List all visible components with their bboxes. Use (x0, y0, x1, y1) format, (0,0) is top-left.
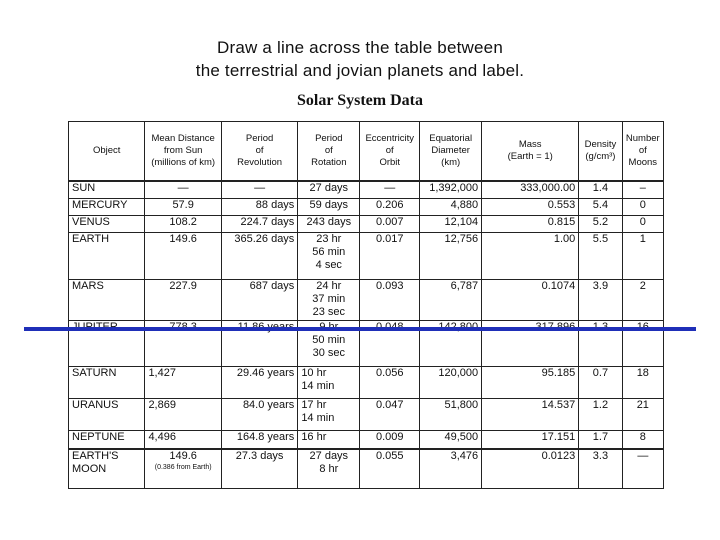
mass-cell: 14.537 (482, 399, 579, 431)
rotation-cell: 10 hr 14 min (298, 367, 360, 399)
table-row (69, 399, 664, 431)
distance-cell: 227.9 (145, 280, 221, 321)
density-cell: 5.4 (579, 199, 622, 216)
eccentricity-cell: 0.047 (360, 399, 420, 431)
table-row (69, 280, 664, 321)
rotation-cell: 24 hr 37 min 23 sec (298, 280, 360, 321)
object-cell: URANUS (69, 399, 145, 431)
object-cell: MERCURY (69, 199, 145, 216)
rotation-cell: 243 days (298, 216, 360, 233)
header-eccentricity: Eccentricity of Orbit (360, 122, 420, 182)
moons-cell: 0 (622, 199, 663, 216)
rotation-cell: 50 min 30 sec (298, 321, 360, 367)
instruction-line-2: the terrestrial and jovian planets and label. (195, 61, 525, 80)
mass-cell: 333,000.00 (482, 181, 579, 199)
density-cell: 0.7 (579, 367, 622, 399)
header-row (69, 122, 664, 182)
diameter-cell: 12,104 (420, 216, 482, 233)
density-cell: 3.9 (579, 280, 622, 321)
diameter-cell: 120,000 (420, 367, 482, 399)
distance-cell: 57.9 (145, 199, 221, 216)
rotation-cell: 27 days 8 hr (298, 449, 360, 489)
moons-cell: 18 (622, 367, 663, 399)
object-cell: MARS (69, 280, 145, 321)
rotation-cell: 23 hr 56 min 4 sec (298, 233, 360, 280)
moons-cell: 8 (622, 431, 663, 450)
object-cell: EARTH'S MOON (69, 449, 145, 489)
density-cell: 3.3 (579, 449, 622, 489)
table-row (69, 431, 664, 450)
table-row (69, 367, 664, 399)
revolution-cell: 164.8 years (221, 431, 297, 450)
revolution-cell: 84.0 years (221, 399, 297, 431)
distance-note: (0.386 from Earth) (154, 464, 212, 471)
table-row (69, 181, 664, 199)
header-distance: Mean Distance from Sun (millions of km) (145, 122, 221, 182)
moons-cell: 1 (622, 233, 663, 280)
header-diameter: Equatorial Diameter (km) (420, 122, 482, 182)
moons-cell: – (622, 181, 663, 199)
diameter-cell: 12,756 (420, 233, 482, 280)
header-mass: Mass (Earth = 1) (482, 122, 579, 182)
eccentricity-cell: 0.007 (360, 216, 420, 233)
density-cell: 5.5 (579, 233, 622, 280)
revolution-cell: 365.26 days (221, 233, 297, 280)
terrestrial-jovian-divider-line (24, 327, 696, 331)
header-moons: Number of Moons (622, 122, 663, 182)
diameter-cell: 49,500 (420, 431, 482, 450)
header-revolution: Period of Revolution (221, 122, 297, 182)
revolution-cell: 88 days (221, 199, 297, 216)
distance-cell: — (145, 181, 221, 199)
diameter-cell: 51,800 (420, 399, 482, 431)
eccentricity-cell: 0.056 (360, 367, 420, 399)
revolution-cell: 224.7 days (221, 216, 297, 233)
mass-cell: 1.00 (482, 233, 579, 280)
eccentricity-cell: 0.055 (360, 449, 420, 489)
object-cell: VENUS (69, 216, 145, 233)
revolution-cell: 29.46 years (221, 367, 297, 399)
moons-cell: 2 (622, 280, 663, 321)
diameter-cell: 1,392,000 (420, 181, 482, 199)
header-density: Density (g/cm³) (579, 122, 622, 182)
distance-cell: 149.6 (145, 233, 221, 280)
distance-cell: 2,869 (145, 399, 221, 431)
table-row (69, 199, 664, 216)
header-object: Object (69, 122, 145, 182)
header-rotation: Period of Rotation (298, 122, 360, 182)
moons-cell: 0 (622, 216, 663, 233)
rotation-cell: 27 days (298, 181, 360, 199)
density-cell: 1.7 (579, 431, 622, 450)
density-cell: 5.2 (579, 216, 622, 233)
object-cell: SATURN (69, 367, 145, 399)
eccentricity-cell: 0.093 (360, 280, 420, 321)
rotation-cell: 17 hr 14 min (298, 399, 360, 431)
distance-value: 149.6 (169, 450, 197, 462)
eccentricity-cell: 0.009 (360, 431, 420, 450)
diameter-cell: 6,787 (420, 280, 482, 321)
mass-cell: 0.553 (482, 199, 579, 216)
revolution-cell: 27.3 days (221, 449, 297, 489)
object-cell: SUN (69, 181, 145, 199)
mass-cell: 0.0123 (482, 449, 579, 489)
rotation-cell: 59 days (298, 199, 360, 216)
distance-cell: 108.2 (145, 216, 221, 233)
rotation-cell: 16 hr (298, 431, 360, 450)
mass-cell: 0.1074 (482, 280, 579, 321)
eccentricity-cell: 0.206 (360, 199, 420, 216)
instruction-text (0, 36, 720, 82)
revolution-cell: 687 days (221, 280, 297, 321)
eccentricity-cell: — (360, 181, 420, 199)
mass-cell: 0.815 (482, 216, 579, 233)
table-row-moon (69, 449, 664, 489)
object-cell: EARTH (69, 233, 145, 280)
moons-cell: 21 (622, 399, 663, 431)
solar-system-table (68, 121, 664, 489)
table-row (69, 233, 664, 280)
object-cell: NEPTUNE (69, 431, 145, 450)
diameter-cell: 3,476 (420, 449, 482, 489)
revolution-cell: — (221, 181, 297, 199)
moons-cell: — (622, 449, 663, 489)
density-cell: 1.2 (579, 399, 622, 431)
table-title: Solar System Data (297, 92, 423, 109)
distance-cell: 1,427 (145, 367, 221, 399)
instruction-line-1: Draw a line across the table between (217, 38, 503, 57)
mass-cell: 17.151 (482, 431, 579, 450)
diameter-cell: 4,880 (420, 199, 482, 216)
mass-cell: 95.185 (482, 367, 579, 399)
distance-cell (145, 449, 221, 489)
density-cell: 1.4 (579, 181, 622, 199)
table-row (69, 216, 664, 233)
eccentricity-cell: 0.017 (360, 233, 420, 280)
distance-cell: 4,496 (145, 431, 221, 450)
